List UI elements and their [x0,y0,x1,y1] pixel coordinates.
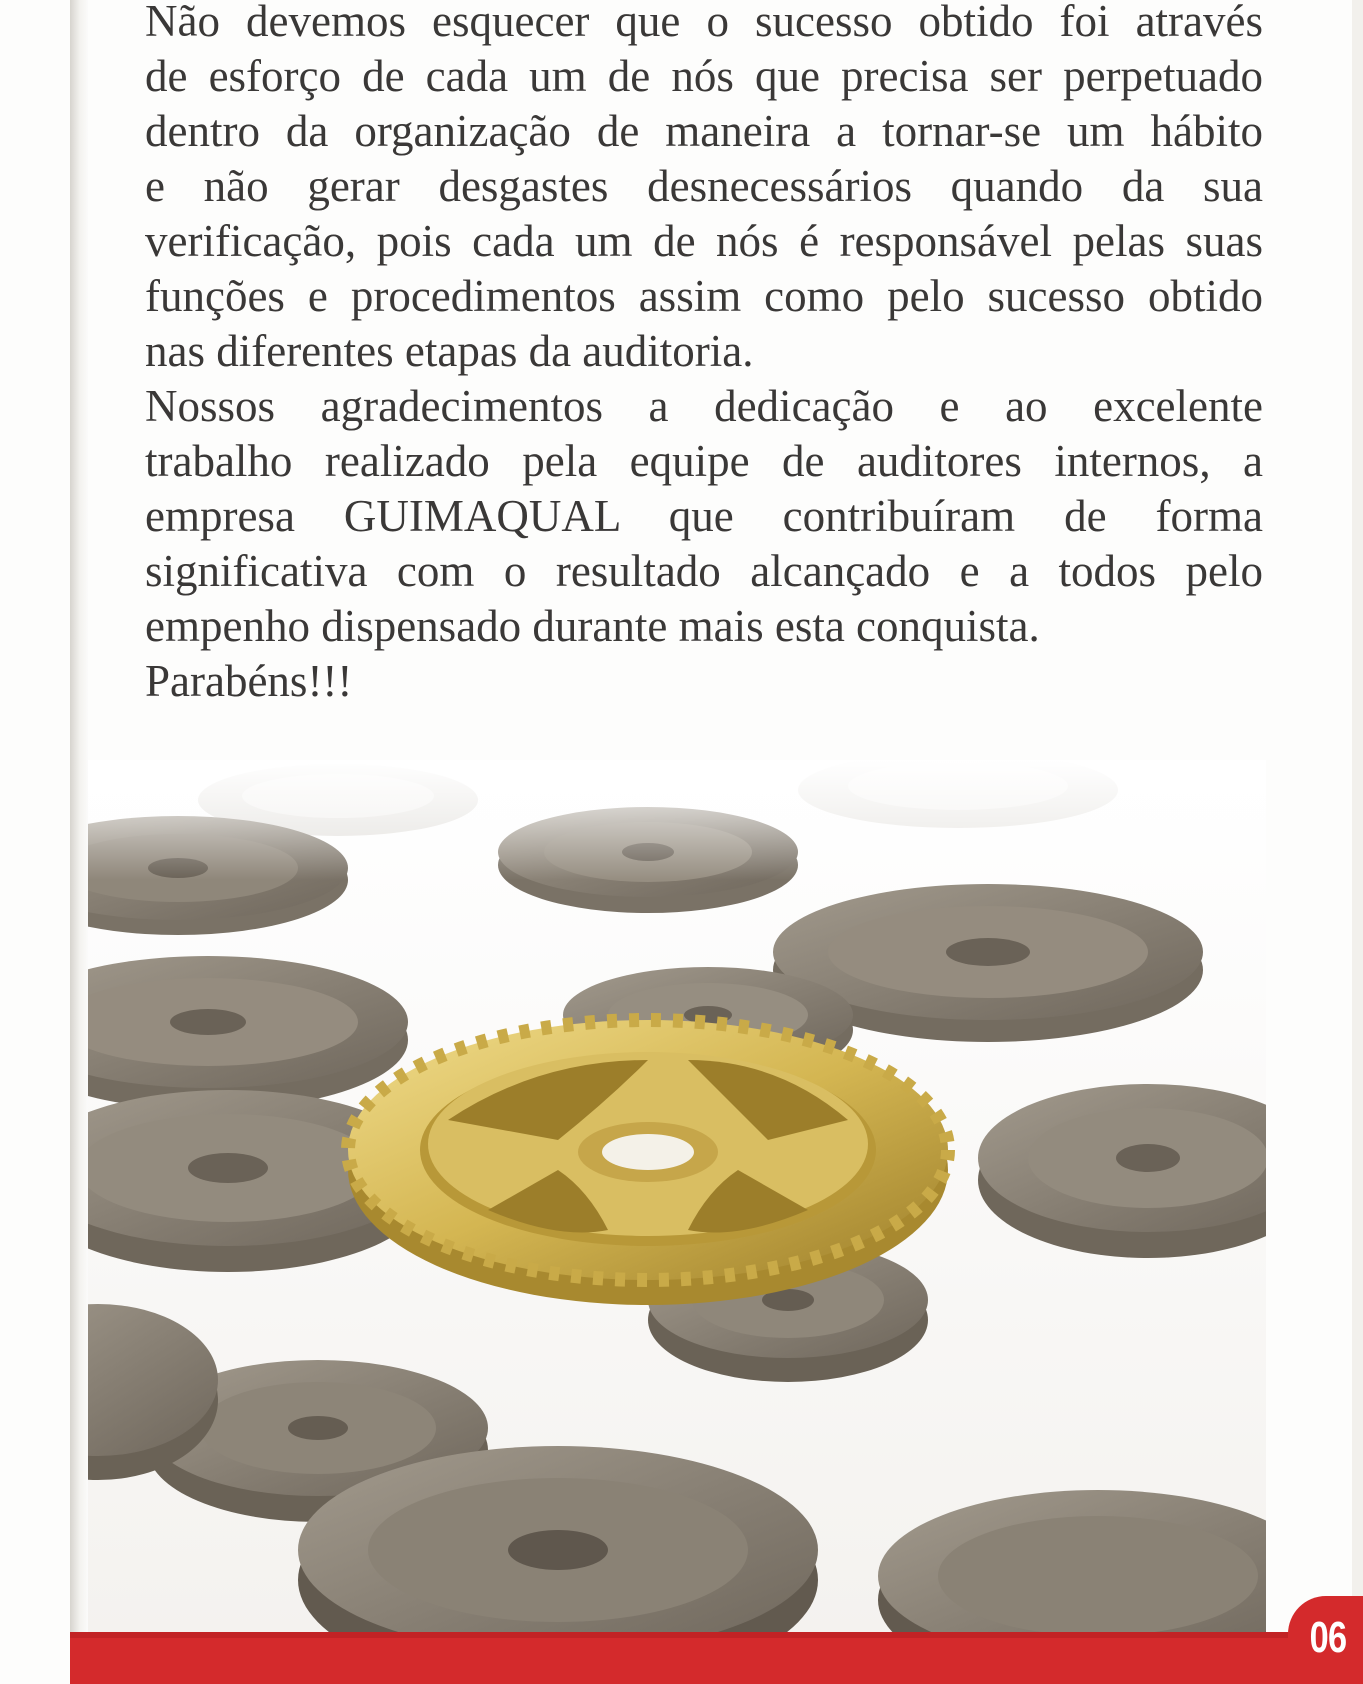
gears-illustration [88,760,1266,1636]
text-line: dentro da organização de maneira a tornar-se um hábito [145,106,1263,156]
body-text [145,0,1263,709]
text-line: e não gerar desgastes desnecessários quando da sua [145,161,1263,211]
text-line: nas diferentes etapas da auditoria. [145,326,754,376]
text-line: funções e procedimentos assim como pelo sucesso obtido [145,271,1263,321]
text-line: Não devemos esquecer que o sucesso obtido foi através [145,0,1263,46]
footer-red-band [70,1632,1363,1684]
text-line: Nossos agradecimentos a dedicação e ao excelente [145,381,1263,431]
golden-gear-icon [348,1020,948,1305]
paragraph-success [145,0,1263,379]
page-right-edge [1352,0,1363,1684]
text-line: empresa GUIMAQUAL que contribuíram de forma [145,491,1263,541]
text-line: empenho dispensado durante mais esta conquista. [145,601,1040,651]
text-line: de esforço de cada um de nós que precisa ser perpetuado [145,51,1263,101]
gear-icon [978,1084,1266,1258]
page-spine-shadow [70,0,88,1684]
footer-band-shade [70,1632,1363,1638]
text-line: verificação, pois cada um de nós é responsável pelas suas [145,216,1263,266]
paragraph-thanks [145,379,1263,654]
text-line: significativa com o resultado alcançado e a todos pelo [145,546,1263,596]
page-number: 06 [1309,1613,1347,1662]
text-line: trabalho realizado pela equipe de auditores internos, a [145,436,1263,486]
closing-congratulations: Parabéns!!! [145,656,353,706]
